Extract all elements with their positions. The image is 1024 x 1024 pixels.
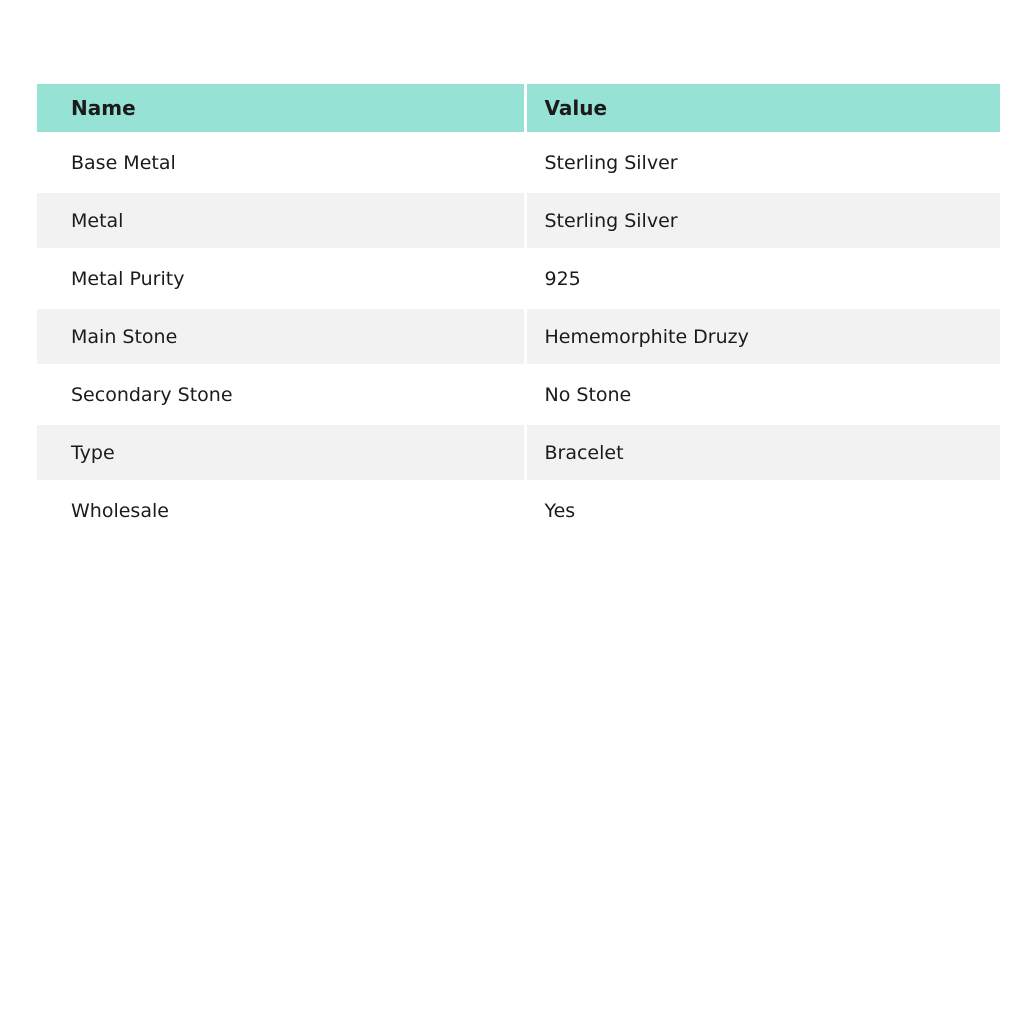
header-cell-value: Value (525, 84, 1000, 134)
table-row (37, 424, 1000, 482)
value-cell: Sterling Silver (525, 134, 1000, 192)
header-row (37, 84, 1000, 134)
table-row (37, 308, 1000, 366)
table-row (37, 250, 1000, 308)
attributes-table-container (37, 84, 1000, 541)
attributes-table (37, 84, 1000, 541)
name-cell: Wholesale (37, 482, 525, 540)
value-cell: Hememorphite Druzy (525, 308, 1000, 366)
header-cell-name: Name (37, 84, 525, 134)
value-cell: Sterling Silver (525, 192, 1000, 250)
table-header (37, 84, 1000, 134)
name-cell: Metal (37, 192, 525, 250)
table-row (37, 482, 1000, 540)
value-cell: Bracelet (525, 424, 1000, 482)
name-cell: Main Stone (37, 308, 525, 366)
value-cell: No Stone (525, 366, 1000, 424)
table-row (37, 134, 1000, 192)
value-cell: Yes (525, 482, 1000, 540)
value-cell: 925 (525, 250, 1000, 308)
table-body (37, 134, 1000, 540)
name-cell: Base Metal (37, 134, 525, 192)
name-cell: Metal Purity (37, 250, 525, 308)
table-row (37, 366, 1000, 424)
table-row (37, 192, 1000, 250)
name-cell: Type (37, 424, 525, 482)
name-cell: Secondary Stone (37, 366, 525, 424)
